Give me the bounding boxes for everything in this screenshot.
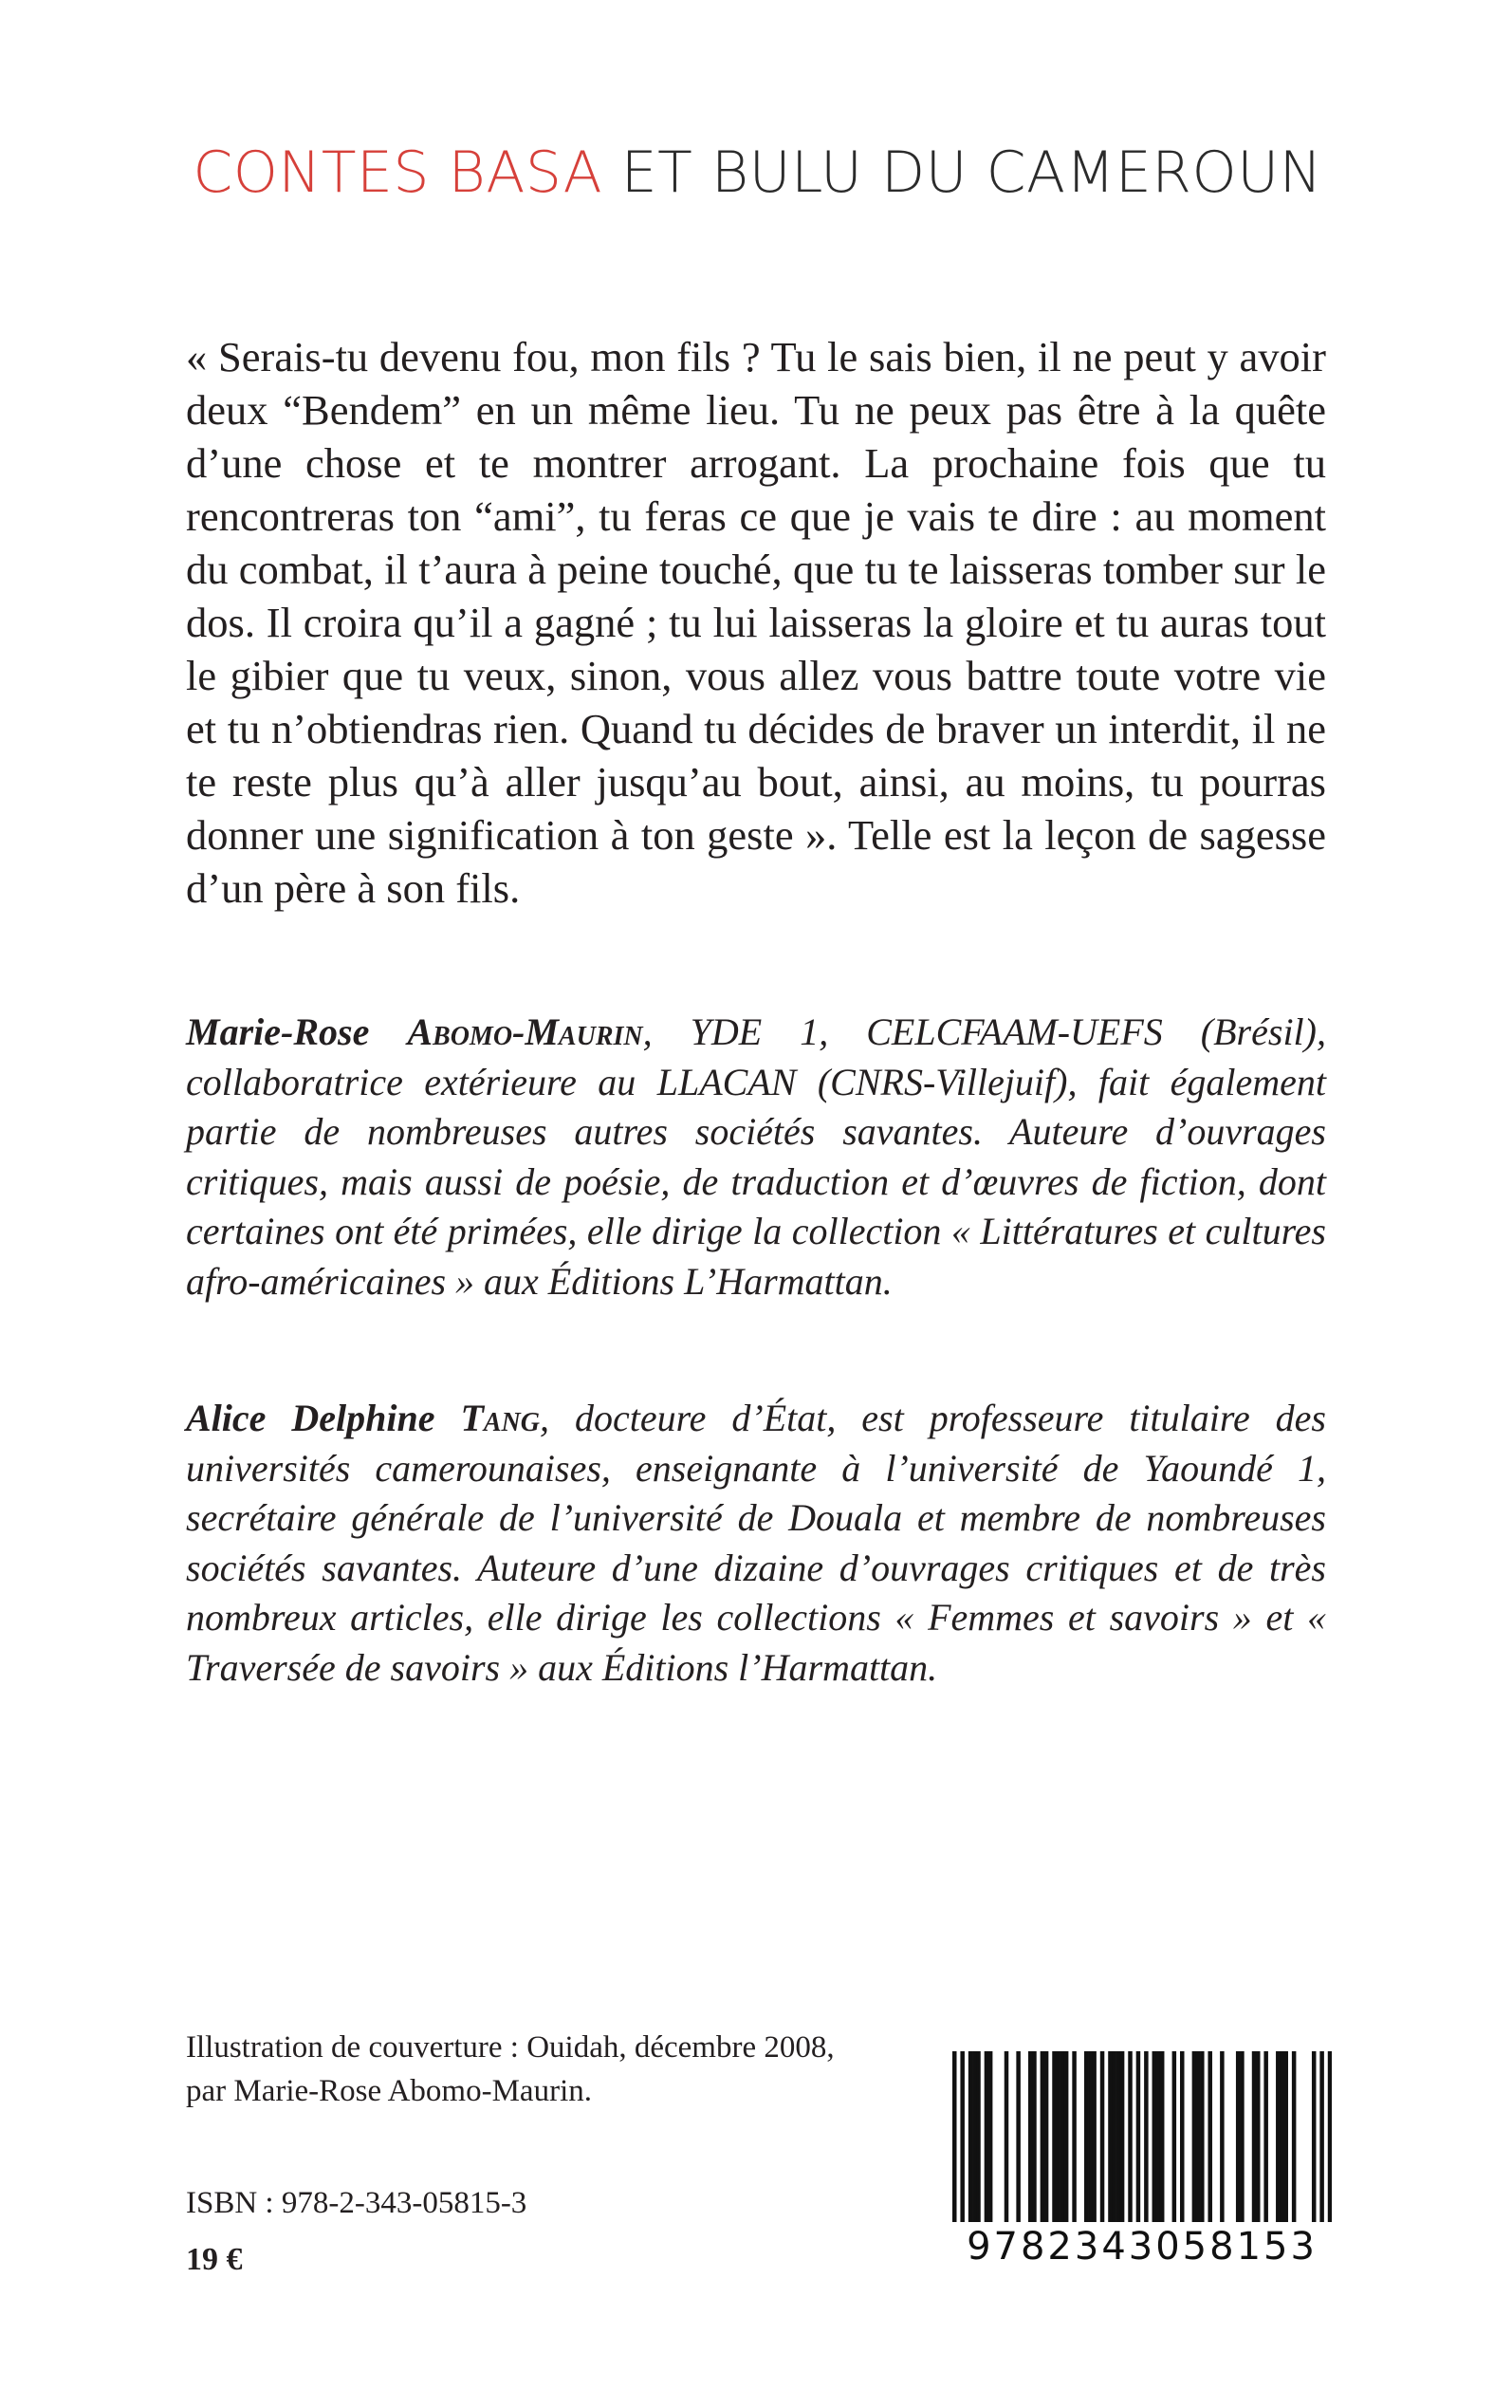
barcode-bar [1108, 2051, 1113, 2222]
barcode-bar [1136, 2051, 1141, 2222]
barcode-bar [1280, 2051, 1284, 2222]
barcode-bar [1028, 2051, 1033, 2222]
barcode-bar [1120, 2051, 1125, 2222]
barcode-bar [1196, 2051, 1201, 2222]
barcode-bar [1263, 2051, 1268, 2222]
credit-line-1: Illustration de couverture : Ouidah, décembre 2008, [186, 2030, 835, 2065]
barcode-bar [952, 2051, 957, 2222]
barcode-bar [960, 2051, 965, 2222]
barcode-bar [1056, 2051, 1060, 2222]
barcode-bar [1044, 2051, 1049, 2222]
author-bio-tang [186, 1394, 1326, 1693]
barcode-bar [1052, 2051, 1057, 2222]
barcode-bar [1192, 2051, 1197, 2222]
barcode-bar [1292, 2051, 1297, 2222]
barcode-bar [1016, 2051, 1021, 2222]
author-bio-text: , docteure d’État, est professeure titulaire des universités camerounaises, enseignante à l’université de Yaoundé 1, secrétaire générale de l’université de Douala et membre de nombreuses sociétés savantes. Auteure d’une dizaine d’ouvrages critiques et de très nombreux articles, elle dirige les collections « Femmes et savoirs » et « Traversée de savoirs » aux Éditions l’Harmattan. [186, 1397, 1326, 1689]
barcode-bar [968, 2051, 973, 2222]
barcode-bar [976, 2051, 981, 2222]
author-first-name: Marie-Rose [186, 1010, 408, 1053]
barcode-bar [1283, 2051, 1288, 2222]
barcode-bar [1005, 2051, 1009, 2222]
barcode-bar [1112, 2051, 1116, 2222]
excerpt-quote: « Serais-tu devenu fou, mon fils ? Tu le sais bien, il ne peut y avoir deux “Bendem” en un même lieu. Tu ne peux pas être à la quête d’une chose et te montrer arrogant. La prochaine fois que tu rencontreras ton “ami”, tu feras ce que je vais te dire : au moment du combat, il t’aura à peine touché, que tu te laisseras tomber sur le dos. Il croira qu’il a gagné ; tu lui laisseras la gloire et tu auras tout le gibier que tu veux, sinon, vous allez vous battre toute votre vie et tu n’obtiendras rien. Quand tu décides de braver un interdit, il ne te reste plus qu’à aller jusqu’au bout, ainsi, au moins, tu pourras donner une signification à ton geste ». Telle est la leçon de sagesse d’un père à son fils. [186, 333, 1326, 912]
barcode-bar [1041, 2051, 1045, 2222]
title-main-part: ET BULU DU CAMEROUN [620, 139, 1322, 206]
barcode-digits: 9782343058153 [967, 2225, 1318, 2269]
price: 19 € [186, 2242, 243, 2277]
barcode-bar [988, 2051, 993, 2222]
cover-illustration-credit [186, 2026, 835, 2113]
title-accent-part: CONTES BASA [193, 139, 603, 206]
barcode-bar [1220, 2051, 1225, 2222]
barcode-bar [1084, 2051, 1089, 2222]
barcode-bar [1152, 2051, 1157, 2222]
author-last-name: Abomo-Maurin [407, 1010, 643, 1053]
barcode-bar [1116, 2051, 1121, 2222]
author-bio-abomo-maurin [186, 1008, 1326, 1306]
barcode-bar [1208, 2051, 1212, 2222]
author-name [186, 1010, 643, 1053]
barcode-bar [1172, 2051, 1177, 2222]
barcode-bar [1100, 2051, 1105, 2222]
barcode-bar [1236, 2051, 1241, 2222]
cover-title [193, 139, 1322, 206]
barcode-bars [952, 2051, 1332, 2232]
barcode-bar [1256, 2051, 1261, 2222]
barcode-bar [972, 2051, 977, 2222]
author-last-name: Tang [460, 1397, 540, 1439]
barcode-bar [1312, 2051, 1317, 2222]
barcode-bar [1072, 2051, 1077, 2222]
barcode-bar [985, 2051, 989, 2222]
barcode-bar [1200, 2051, 1205, 2222]
barcode-bar [1276, 2051, 1281, 2222]
author-bio-text: , YDE 1, CELCFAAM-UEFS (Brésil), collaboratrice extérieure au LLACAN (CNRS-Villejuif), fait également partie de nombreuses autres sociétés savantes. Auteure d’ouvrages critiques, mais aussi de poésie, de traduction et d’œuvres de fiction, dont certaines ont été primées, elle dirige la collection « Littératures et cultures afro-américaines » aux Éditions L’Harmattan. [186, 1010, 1326, 1303]
barcode-bar [1144, 2051, 1149, 2222]
ean13-barcode [952, 2051, 1332, 2290]
author-name [186, 1397, 540, 1439]
barcode-bar [1180, 2051, 1185, 2222]
barcode-bar [1128, 2051, 1133, 2222]
barcode-bar [1088, 2051, 1093, 2222]
credit-line-2: par Marie-Rose Abomo-Maurin. [186, 2074, 592, 2108]
barcode-bar [1160, 2051, 1165, 2222]
barcode-bar [1156, 2051, 1161, 2222]
barcode-bar [1064, 2051, 1069, 2222]
barcode-bar [1328, 2051, 1332, 2222]
barcode-bar [1252, 2051, 1257, 2222]
author-first-name: Alice Delphine [186, 1397, 461, 1439]
barcode-bar [1240, 2051, 1245, 2222]
barcode-bar [1060, 2051, 1065, 2222]
barcode-bar [1319, 2051, 1324, 2222]
isbn-number: ISBN : 978-2-343-05815-3 [186, 2186, 527, 2220]
barcode-bar [1032, 2051, 1037, 2222]
barcode-bar [1092, 2051, 1097, 2222]
